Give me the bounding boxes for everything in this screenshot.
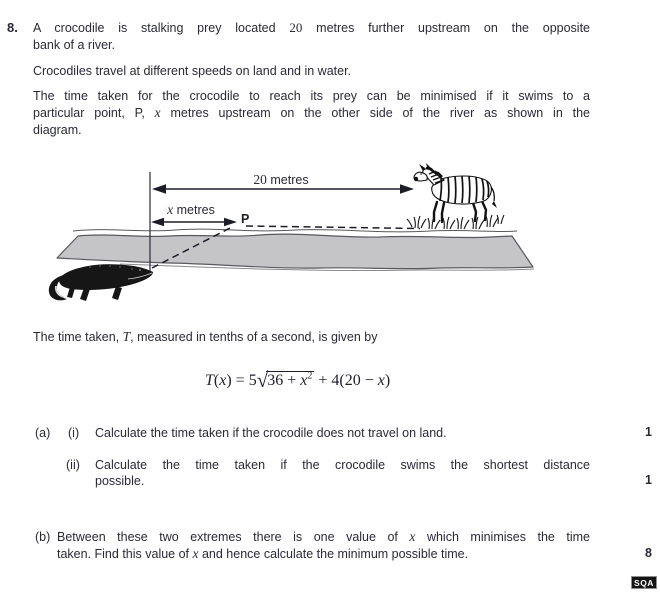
part-a-i-label: (i)	[68, 426, 80, 440]
time-formula	[205, 368, 390, 393]
intro-line-2: bank of a river.	[33, 38, 115, 52]
formula-radicand-x: x	[300, 372, 308, 389]
formula-x-arg: x	[219, 372, 227, 389]
distance-value: 20	[289, 20, 303, 35]
formula-tail-a: + 4(20 −	[314, 372, 378, 389]
label-point-p: P	[241, 212, 250, 226]
grass-icon	[407, 215, 504, 229]
time-statement-b: , measured in tenths of a second, is given by	[130, 330, 378, 344]
formula-lparen: (	[213, 372, 220, 389]
part-b-line-1b: which minimises the time	[415, 530, 590, 544]
variable-T: T	[122, 329, 131, 344]
formula-tail-x: x	[377, 372, 385, 389]
formula-tail-b: )	[384, 372, 391, 389]
para3-line-2	[33, 105, 590, 121]
mark-b: 8	[645, 546, 652, 560]
formula-T: T	[205, 372, 214, 389]
para2-line: Crocodiles travel at different speeds on land and in water.	[33, 64, 352, 78]
arrowhead-left-icon	[151, 218, 164, 227]
part-a-label: (a)	[35, 426, 51, 440]
part-b-line-1	[57, 529, 590, 545]
river-diagram	[0, 160, 660, 320]
crocodile-icon	[49, 264, 153, 301]
mark-a-ii: 1	[645, 473, 652, 487]
arrow-x-metres	[151, 218, 237, 227]
intro-line-1-text: A crocodile is stalking prey located	[33, 21, 290, 35]
part-b-line-2b: and hence calculate the minimum possible time.	[198, 547, 469, 561]
part-a-ii-label: (ii)	[66, 458, 80, 472]
para3-line-2a: particular point, P,	[33, 106, 155, 120]
time-statement-a: The time taken,	[33, 330, 123, 344]
part-a-ii-line-2: possible.	[95, 474, 145, 488]
part-a-i-text: Calculate the time taken if the crocodile does not travel on land.	[95, 426, 447, 440]
formula-equals: ) = 5	[226, 372, 257, 389]
run-path-line	[246, 226, 420, 229]
sqa-logo: SQA	[631, 576, 657, 589]
formula-exponent: 2	[307, 370, 313, 382]
formula-radicand	[266, 371, 314, 389]
intro-line-1-rest: metres further upstream on the opposite	[302, 21, 591, 35]
arrowhead-right-icon	[224, 218, 237, 227]
arrowhead-right-icon	[400, 184, 414, 193]
para3-line-1: The time taken for the crocodile to reach its prey can be minimised if it swims to a	[33, 89, 590, 103]
zebra-icon	[414, 163, 497, 222]
para3-line-3: diagram.	[33, 123, 82, 137]
part-b-line-2	[57, 546, 468, 562]
variable-x: x	[409, 529, 416, 544]
variable-x: x	[192, 546, 199, 561]
radical-icon: √	[256, 368, 269, 392]
label-20-metres: 20 metres	[253, 172, 309, 187]
part-a-ii-line-1: Calculate the time taken if the crocodile swims the shortest distance	[95, 458, 590, 472]
part-b-line-2a: taken. Find this value of	[57, 547, 193, 561]
label-x-metres: x metres	[167, 202, 215, 217]
arrowhead-left-icon	[152, 184, 166, 193]
far-bank-line	[73, 229, 517, 232]
time-statement	[33, 329, 378, 345]
formula-radicand-a: 36 +	[267, 372, 301, 389]
variable-x: x	[154, 105, 161, 120]
part-b-line-1a: Between these two extremes there is one value of	[57, 530, 410, 544]
question-number: 8.	[7, 20, 18, 35]
para3-line-2b: metres upstream on the other side of the river as shown in the	[160, 106, 590, 120]
part-b-label: (b)	[35, 530, 51, 544]
intro-line-1	[33, 20, 590, 36]
river	[57, 229, 534, 270]
mark-a-i: 1	[645, 425, 652, 439]
